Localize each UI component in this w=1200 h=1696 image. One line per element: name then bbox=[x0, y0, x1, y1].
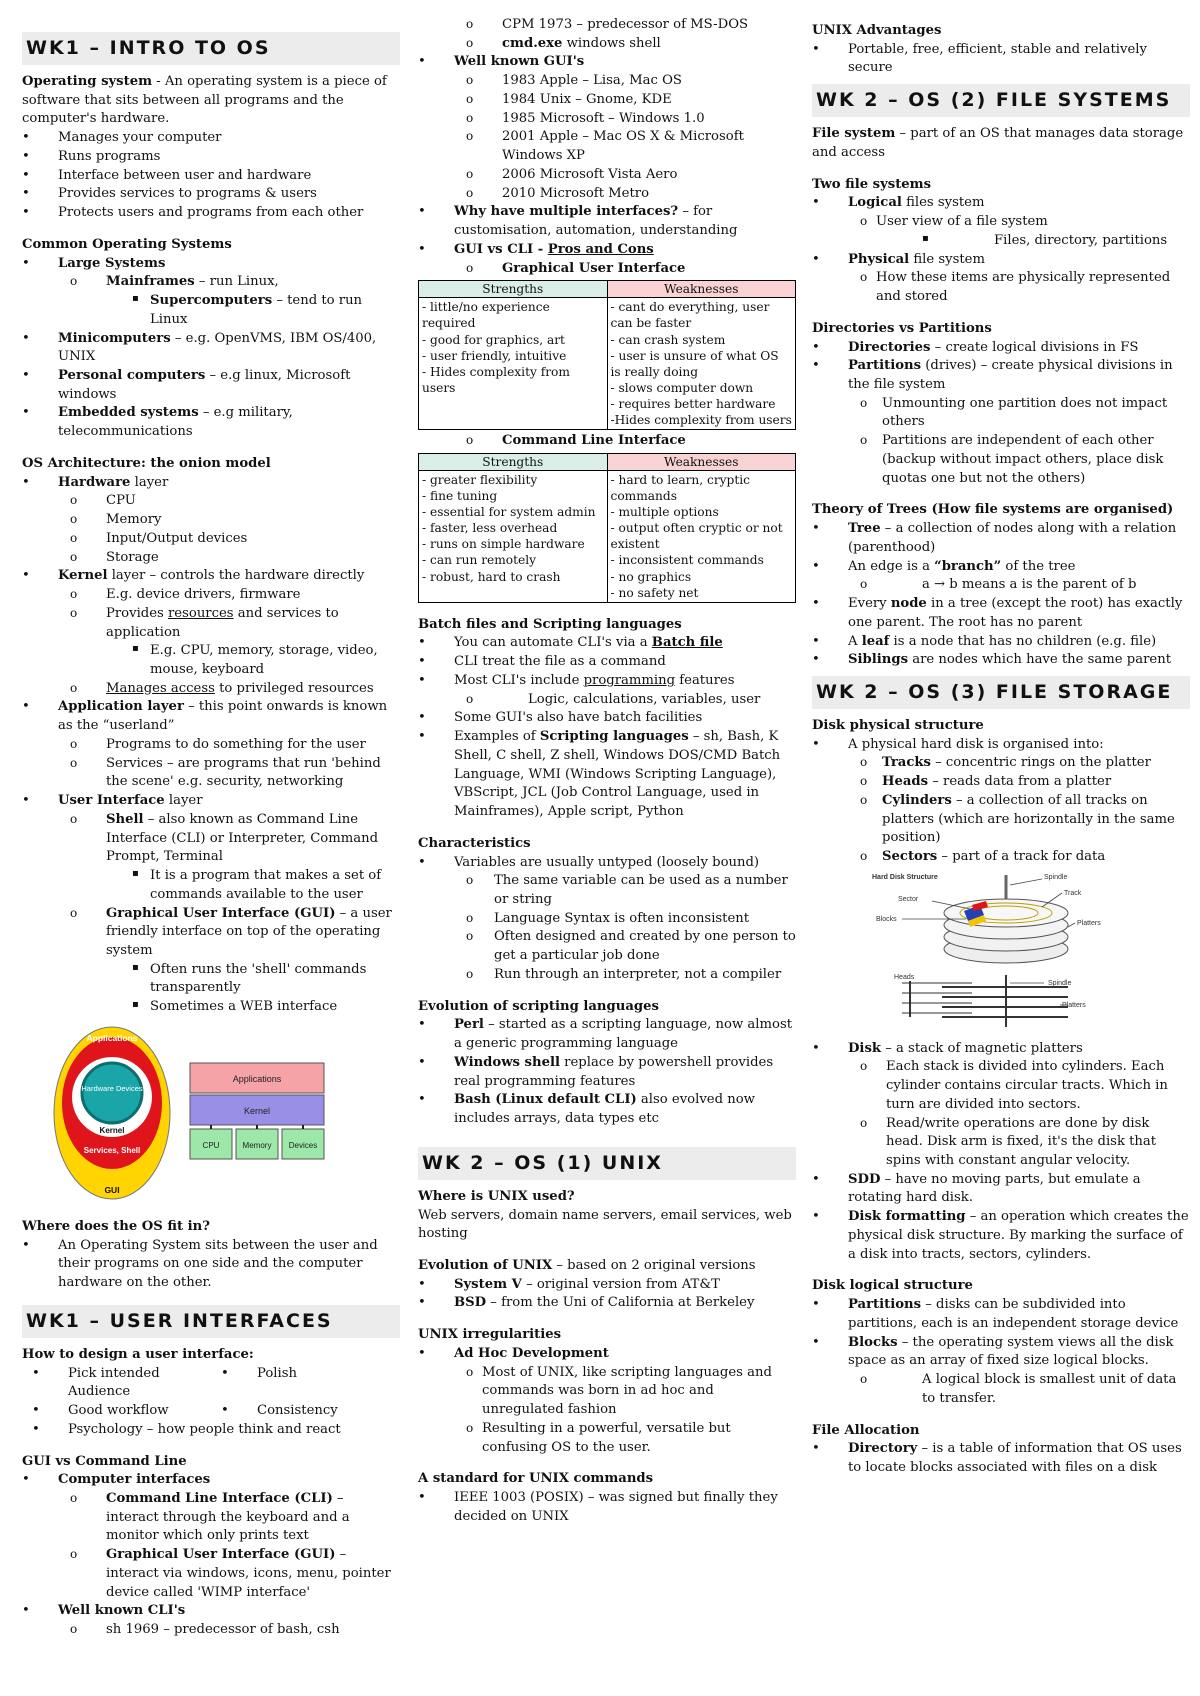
disk-physical-list bbox=[812, 736, 1190, 867]
list-item: o Input/Output devices bbox=[22, 530, 400, 549]
standard-list bbox=[418, 1489, 796, 1526]
onion-and-stack-diagram bbox=[22, 1025, 400, 1205]
list-item: • Hardware layer bbox=[22, 474, 400, 493]
section-heading: WK1 – USER INTERFACES bbox=[22, 1305, 400, 1338]
fig-label-spindle2: Spindle bbox=[1048, 979, 1072, 987]
list-item: • Application layer – this point onwards is known as the “userland” bbox=[22, 698, 400, 735]
where-unix-text: Web servers, domain name servers, email services, web hosting bbox=[418, 1207, 792, 1242]
subheading: How to design a user interface: bbox=[22, 1346, 254, 1362]
list-item: o Language Syntax is often inconsistent bbox=[418, 910, 796, 929]
table-line: - greater flexibility bbox=[422, 472, 538, 487]
table-header: Strengths bbox=[419, 281, 608, 298]
onion-model-diagram bbox=[54, 1027, 170, 1199]
table-line: - cant do everything, user can be faster bbox=[610, 300, 770, 331]
table-line: - can run remotely bbox=[422, 553, 537, 568]
list-item: ▪ Sometimes a WEB interface bbox=[22, 998, 400, 1017]
subheading: File Allocation bbox=[812, 1422, 920, 1438]
list-item: o a → b means a is the parent of b bbox=[812, 576, 1190, 595]
list-item: o Command Line Interface bbox=[418, 432, 796, 451]
list-item: • Interface between user and hardware bbox=[22, 167, 400, 186]
list-item: ▪ E.g. CPU, memory, storage, video, mouse, keyboard bbox=[22, 642, 400, 679]
list-item: o Graphical User Interface bbox=[418, 260, 796, 279]
subheading: Characteristics bbox=[418, 835, 531, 851]
list-item: o Cylinders – a collection of all tracks on platters (which are horizontally in the same position) bbox=[812, 792, 1190, 848]
advantages-list bbox=[812, 41, 1190, 78]
unix-versions-list bbox=[418, 1276, 796, 1313]
list-item: • Windows shell replace by powershell provides real programming features bbox=[418, 1054, 796, 1091]
list-item: • Psychology – how people think and react bbox=[22, 1421, 400, 1440]
characteristics-list bbox=[418, 854, 796, 985]
subheading: OS Architecture: the onion model bbox=[22, 455, 271, 471]
cli-weaknesses-cell bbox=[607, 470, 796, 602]
fig-label-heads: Heads bbox=[894, 973, 915, 981]
list-item: o Often designed and created by one person to get a particular job done bbox=[418, 928, 796, 965]
list-item: • Perl – started as a scripting language, now almost a generic programming language bbox=[418, 1016, 796, 1053]
gui-strengths-cell bbox=[419, 298, 608, 430]
list-item: o cmd.exe windows shell bbox=[418, 35, 796, 54]
list-item: • Good workflow bbox=[22, 1402, 211, 1421]
table-line: - runs on simple hardware bbox=[422, 537, 585, 552]
list-item: • Large Systems bbox=[22, 255, 400, 274]
list-item: • Polish bbox=[211, 1365, 400, 1402]
table-line: - can crash system bbox=[610, 332, 726, 347]
table-line: - robust, hard to crash bbox=[422, 569, 561, 584]
subheading: Two file systems bbox=[812, 176, 932, 192]
layer-stack-diagram bbox=[190, 1063, 324, 1159]
evolution-list bbox=[418, 1016, 796, 1128]
table-header: Weaknesses bbox=[607, 281, 796, 298]
column-1 bbox=[22, 20, 400, 1640]
gui-pros-cons-table bbox=[418, 280, 796, 430]
file-system-definition: File system – part of an OS that manages data storage and access bbox=[812, 126, 1184, 160]
list-item: • BSD – from the Uni of California at Berkeley bbox=[418, 1294, 796, 1313]
fig-label-platters: Platters bbox=[1077, 919, 1101, 927]
list-item: • IEEE 1003 (POSIX) – was signed but finally they decided on UNIX bbox=[418, 1489, 796, 1526]
list-item: o Shell – also known as Command Line Interface (CLI) or Interpreter, Command Prompt, Terminal bbox=[22, 811, 400, 867]
list-item: • Provides services to programs & users bbox=[22, 185, 400, 204]
list-item: o sh 1969 – predecessor of bash, csh bbox=[22, 1621, 400, 1640]
table-line: - inconsistent commands bbox=[610, 553, 764, 568]
list-item: o Heads – reads data from a platter bbox=[812, 773, 1190, 792]
list-item: o 2006 Microsoft Vista Aero bbox=[418, 166, 796, 185]
list-item: • A physical hard disk is organised into: bbox=[812, 736, 1190, 755]
list-item: o Manages access to privileged resources bbox=[22, 680, 400, 699]
list-item: • An Operating System sits between the user and their programs on one side and the computer hardware on the other. bbox=[22, 1237, 400, 1293]
list-item: o Read/write operations are done by disk head. Disk arm is fixed, it's the disk that spins with constant angular velocity. bbox=[812, 1115, 1190, 1171]
trees-list bbox=[812, 520, 1190, 670]
stack-label-cpu: CPU bbox=[202, 1140, 220, 1150]
list-item: o 1985 Microsoft – Windows 1.0 bbox=[418, 110, 796, 129]
architecture-figures bbox=[22, 1025, 400, 1205]
subheading: Evolution of UNIX – based on 2 original versions bbox=[418, 1257, 756, 1273]
list-item: o Provides resources and services to application bbox=[22, 605, 400, 642]
list-item: • Some GUI's also have batch facilities bbox=[418, 709, 796, 728]
list-item: o Resulting in a powerful, versatile but confusing OS to the user. bbox=[418, 1420, 796, 1457]
list-item: • Manages your computer bbox=[22, 129, 400, 148]
list-item: • Tree – a collection of nodes along with a relation (parenthood) bbox=[812, 520, 1190, 557]
column-3 bbox=[812, 20, 1190, 1478]
list-item: o Most of UNIX, like scripting languages and commands was born in ad hoc and unregulated fashion bbox=[418, 1364, 796, 1420]
disk-list bbox=[812, 1040, 1190, 1265]
list-item: o Services – are programs that run 'behind the scene' e.g. security, networking bbox=[22, 755, 400, 792]
list-item: • Runs programs bbox=[22, 148, 400, 167]
list-item: • Disk formatting – an operation which creates the physical disk structure. By marking the surface of a disk into tracts, sectors, cylinders. bbox=[812, 1208, 1190, 1264]
fig-title: Hard Disk Structure bbox=[872, 873, 938, 881]
common-os-list bbox=[22, 255, 400, 442]
list-item: • Well known CLI's bbox=[22, 1602, 400, 1621]
list-item: • Every node in a tree (except the root) has exactly one parent. The root has no parent bbox=[812, 595, 1190, 632]
table-line: - requires better hardware bbox=[610, 396, 776, 411]
list-item: • CLI treat the file as a command bbox=[418, 653, 796, 672]
list-item: • Partitions (drives) – create physical divisions in the file system bbox=[812, 357, 1190, 394]
list-item: • Embedded systems – e.g military, telecommunications bbox=[22, 404, 400, 441]
table-line: - output often cryptic or not existent bbox=[610, 521, 783, 552]
batch-list bbox=[418, 634, 796, 821]
list-item: o CPU bbox=[22, 492, 400, 511]
disk-logical-list bbox=[812, 1296, 1190, 1408]
table-line: - faster, less overhead bbox=[422, 521, 558, 536]
list-item: • Ad Hoc Development bbox=[418, 1345, 796, 1364]
subheading: Theory of Trees (How file systems are organised) bbox=[812, 502, 1174, 518]
list-item: o Programs to do something for the user bbox=[22, 736, 400, 755]
list-item: o E.g. device drivers, firmware bbox=[22, 586, 400, 605]
list-item: o Unmounting one partition does not impact others bbox=[812, 395, 1190, 432]
list-item: • SDD – have no moving parts, but emulate a rotating hard disk. bbox=[812, 1171, 1190, 1208]
list-item: • Directories – create logical divisions in FS bbox=[812, 339, 1190, 358]
list-item: • Examples of Scripting languages – sh, Bash, K Shell, C shell, Z shell, Windows DOS/CMD Batch Language, WMI (Windows Scripting Language), VBScript, JCL (Job Control Language, used in Mainframes), Apple script, Python bbox=[418, 728, 796, 822]
fig-label-blocks: Blocks bbox=[876, 915, 897, 923]
table-header: Strengths bbox=[419, 453, 608, 470]
list-item: o Each stack is divided into cylinders. Each cylinder contains circular tracts. Which in turn are divided into sectors. bbox=[812, 1058, 1190, 1114]
list-item: o Logic, calculations, variables, user bbox=[418, 691, 796, 710]
list-item: • Personal computers – e.g linux, Microsoft windows bbox=[22, 367, 400, 404]
subheading: Evolution of scripting languages bbox=[418, 998, 659, 1014]
list-item: • Variables are usually untyped (loosely bound) bbox=[418, 854, 796, 873]
stack-label-kernel: Kernel bbox=[243, 1105, 271, 1116]
onion-label-kernel: Kernel bbox=[99, 1125, 125, 1135]
subheading: Where is UNIX used? bbox=[418, 1188, 575, 1204]
irregularities-list bbox=[418, 1345, 796, 1457]
list-item: • Disk – a stack of magnetic platters bbox=[812, 1040, 1190, 1059]
fig-label-sector: Sector bbox=[898, 895, 919, 903]
table-line: - fine tuning bbox=[422, 489, 498, 504]
subheading: Batch files and Scripting languages bbox=[418, 616, 682, 632]
table-line: - essential for system admin bbox=[422, 505, 596, 520]
column-2 bbox=[418, 16, 796, 1527]
list-item: • Logical files system bbox=[812, 194, 1190, 213]
subheading: GUI vs Command Line bbox=[22, 1453, 187, 1469]
fig-label-platters2: Platters bbox=[1062, 1001, 1086, 1009]
stack-label-memory: Memory bbox=[242, 1140, 272, 1150]
leader-line bbox=[1010, 879, 1042, 885]
list-item: • You can automate CLI's via a Batch file bbox=[418, 634, 796, 653]
file-allocation-list bbox=[812, 1440, 1190, 1477]
list-item: o A logical block is smallest unit of data to transfer. bbox=[812, 1371, 1190, 1408]
table-line: -Hides complexity from users bbox=[610, 413, 792, 428]
subheading: UNIX irregularities bbox=[418, 1327, 562, 1343]
section-heading: WK1 – INTRO TO OS bbox=[22, 32, 400, 65]
cli-list-continued bbox=[418, 16, 796, 278]
subheading: Disk physical structure bbox=[812, 717, 984, 733]
subheading: Where does the OS fit in? bbox=[22, 1218, 210, 1234]
table-line: - good for graphics, art bbox=[422, 332, 565, 347]
subheading: Disk logical structure bbox=[812, 1278, 973, 1294]
section-heading: WK 2 – OS (2) FILE SYSTEMS bbox=[812, 84, 1190, 117]
cli-strengths-cell bbox=[419, 470, 608, 602]
leader-line bbox=[1068, 923, 1075, 927]
table-line: - user friendly, intuitive bbox=[422, 348, 567, 363]
table-line: - no safety net bbox=[610, 585, 699, 600]
list-item: ▪ Supercomputers – tend to run Linux bbox=[22, 292, 400, 329]
list-item: • Protects users and programs from each other bbox=[22, 204, 400, 223]
list-item: • System V – original version from AT&T bbox=[418, 1276, 796, 1295]
subheading: UNIX Advantages bbox=[812, 23, 942, 38]
list-item: • Well known GUI's bbox=[418, 53, 796, 72]
table-line: - little/no experience required bbox=[422, 300, 550, 331]
list-item: • Siblings are nodes which have the same parent bbox=[812, 651, 1190, 670]
list-item: o 2001 Apple – Mac OS X & Microsoft Windows XP bbox=[418, 128, 796, 165]
onion-label-services: Services, Shell bbox=[83, 1145, 141, 1155]
onion-label-gui: GUI bbox=[104, 1184, 120, 1195]
two-file-systems-list bbox=[812, 194, 1190, 306]
table-line: - no graphics bbox=[610, 569, 692, 584]
list-item: • Partitions – disks can be subdivided into partitions, each is an independent storage device bbox=[812, 1296, 1190, 1333]
list-item: o Graphical User Interface (GUI) – interact via windows, icons, menu, pointer device called 'WIMP interface' bbox=[22, 1546, 400, 1602]
list-item: ▪ It is a program that makes a set of commands available to the user bbox=[22, 867, 400, 904]
stack-label-devices: Devices bbox=[288, 1140, 318, 1150]
list-item: • Consistency bbox=[211, 1402, 400, 1421]
table-line: - slows computer down bbox=[610, 380, 754, 395]
list-item: • Why have multiple interfaces? – for customisation, automation, understanding bbox=[418, 203, 796, 240]
hardware-core bbox=[82, 1063, 142, 1123]
onion-label-hw: Hardware Devices bbox=[81, 1083, 143, 1093]
list-item: • An edge is a “branch” of the tree bbox=[812, 558, 1190, 577]
list-item: • User Interface layer bbox=[22, 792, 400, 811]
table-line: - hard to learn, cryptic commands bbox=[610, 472, 750, 504]
hard-disk-figure bbox=[872, 871, 1190, 1036]
list-item: • Pick intended Audience bbox=[22, 1365, 211, 1402]
list-item: o Memory bbox=[22, 511, 400, 530]
hard-disk-diagram bbox=[872, 871, 1112, 1029]
cli-pros-cons-table bbox=[418, 453, 796, 603]
directories-partitions-list bbox=[812, 339, 1190, 489]
list-item: o Sectors – part of a track for data bbox=[812, 848, 1190, 867]
table-line: - Hides complexity from users bbox=[422, 364, 570, 395]
list-item: • Blocks – the operating system views all the disk space as an array of fixed size logical blocks. bbox=[812, 1334, 1190, 1371]
list-item: • Portable, free, efficient, stable and relatively secure bbox=[812, 41, 1190, 78]
list-item: o Tracks – concentric rings on the platter bbox=[812, 754, 1190, 773]
list-item: • Kernel layer – controls the hardware directly bbox=[22, 567, 400, 586]
list-item: • Bash (Linux default CLI) also evolved now includes arrays, data types etc bbox=[418, 1091, 796, 1128]
where-list bbox=[22, 1237, 400, 1293]
list-item: ▪ Files, directory, partitions bbox=[812, 232, 1190, 251]
cli-table-heading bbox=[418, 432, 796, 451]
subheading: Directories vs Partitions bbox=[812, 320, 992, 336]
list-item: • Directory – is a table of information that OS uses to locate blocks associated with files on a disk bbox=[812, 1440, 1190, 1477]
list-item: • Minicomputers – e.g. OpenVMS, IBM OS/400, UNIX bbox=[22, 330, 400, 367]
design-list bbox=[22, 1365, 400, 1440]
list-item: o User view of a file system bbox=[812, 213, 1190, 232]
fig-label-spindle: Spindle bbox=[1044, 873, 1068, 881]
list-item: • GUI vs CLI - Pros and Cons bbox=[418, 241, 796, 260]
list-item: o Partitions are independent of each other (backup without impact others, place disk quotas one but not the others) bbox=[812, 432, 1190, 488]
list-item: • Computer interfaces bbox=[22, 1471, 400, 1490]
list-item: • A leaf is a node that has no children (e.g. file) bbox=[812, 633, 1190, 652]
list-item: o Command Line Interface (CLI) – interact through the keyboard and a monitor which only prints text bbox=[22, 1490, 400, 1546]
list-item: o CPM 1973 – predecessor of MS-DOS bbox=[418, 16, 796, 35]
list-item: o Graphical User Interface (GUI) – a user friendly interface on top of the operating system bbox=[22, 905, 400, 961]
gui-weaknesses-cell bbox=[607, 298, 796, 430]
subheading: Common Operating Systems bbox=[22, 236, 232, 252]
table-line: - user is unsure of what OS is really doing bbox=[610, 348, 779, 379]
os-definition: Operating system - An operating system is a piece of software that sits between all programs and the computer's hardware. bbox=[22, 73, 387, 127]
list-item: o How these items are physically represented and stored bbox=[812, 269, 1190, 306]
os-functions-list bbox=[22, 129, 400, 223]
table-header: Weaknesses bbox=[607, 453, 796, 470]
fig-label-track: Track bbox=[1064, 889, 1082, 897]
list-item: o 1983 Apple – Lisa, Mac OS bbox=[418, 72, 796, 91]
table-line: - multiple options bbox=[610, 505, 719, 520]
list-item: o 1984 Unix – Gnome, KDE bbox=[418, 91, 796, 110]
stack-label-apps: Applications bbox=[232, 1073, 282, 1084]
section-heading: WK 2 – OS (1) UNIX bbox=[418, 1147, 796, 1180]
list-item: • Physical file system bbox=[812, 251, 1190, 270]
list-item: • Most CLI's include programming features bbox=[418, 672, 796, 691]
list-item: o 2010 Microsoft Metro bbox=[418, 185, 796, 204]
subheading: A standard for UNIX commands bbox=[418, 1471, 654, 1487]
onion-label-apps: Applications bbox=[86, 1032, 138, 1043]
list-item: o Mainframes – run Linux, bbox=[22, 273, 400, 292]
list-item: o Storage bbox=[22, 549, 400, 568]
section-heading: WK 2 – OS (3) FILE STORAGE bbox=[812, 676, 1190, 709]
architecture-list bbox=[22, 474, 400, 1017]
list-item: o Run through an interpreter, not a compiler bbox=[418, 966, 796, 985]
list-item: ▪ Often runs the 'shell' commands transparently bbox=[22, 961, 400, 998]
list-item: o The same variable can be used as a number or string bbox=[418, 872, 796, 909]
interfaces-list bbox=[22, 1471, 400, 1640]
